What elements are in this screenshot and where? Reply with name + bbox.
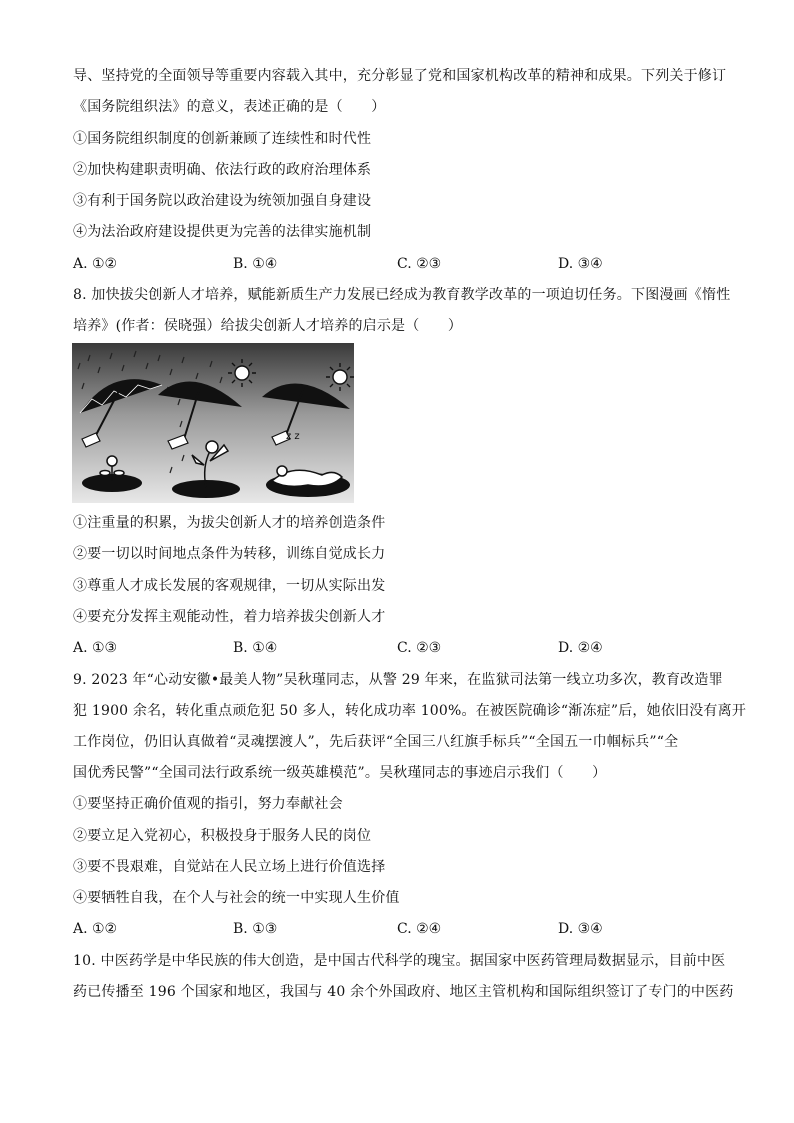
q7-statement-4: ④为法治政府建设提供更为完善的法律实施机制 [73,224,372,240]
q10-stem-line-2: 药已传播至 196 个国家和地区，我国与 40 余个外国政府、地区主管机构和国际组织签订了专门的中医药 [73,984,734,1000]
q9-statement-3: ③要不畏艰难，自觉站在人民立场上进行价值选择 [73,859,386,875]
svg-text:z z: z z [286,431,300,442]
q8-option-b[interactable]: B. ①④ [233,640,278,656]
q9-stem-line-2: 犯 1900 余名，转化重点顽危犯 50 多人，转化成功率 100%。在被医院确诊“渐冻症”后，她依旧没有离开 [73,703,747,719]
q8-option-d[interactable]: D. ②④ [558,640,603,656]
q9-option-b[interactable]: B. ①③ [233,921,278,937]
q9-option-a[interactable]: A. ①② [73,921,118,937]
q7-statement-1: ①国务院组织制度的创新兼顾了连续性和时代性 [73,131,372,147]
q8-stem-line-1: 8. 加快拔尖创新人才培养，赋能新质生产力发展已经成为教育教学改革的一项迫切任务。下图漫画《惰性 [73,287,731,303]
q9-option-c[interactable]: C. ②④ [397,921,442,937]
q10-stem-line-1: 10. 中医药学是中华民族的伟大创造，是中国古代科学的瑰宝。据国家中医药管理局数据显示，目前中医 [73,953,726,969]
q7-option-d[interactable]: D. ③④ [558,256,603,272]
q9-stem-line-4: 国优秀民警”“全国司法行政系统一级英雄模范”。吴秋瑾同志的事迹启示我们（ ） [73,765,607,781]
q8-statement-1: ①注重量的积累，为拔尖创新人才的培养创造条件 [73,515,386,531]
q9-stem-line-1: 9. 2023 年“心动安徽•最美人物”吴秋瑾同志，从警 29 年来，在监狱司法第一线立功多次，教育改造罪 [73,672,723,688]
q9-statement-1: ①要坚持正确价值观的指引，努力奉献社会 [73,796,343,812]
q7-statement-3: ③有利于国务院以政治建设为统领加强自身建设 [73,193,372,209]
q7-option-b[interactable]: B. ①④ [233,256,278,272]
q9-statement-2: ②要立足入党初心，积极投身于服务人民的岗位 [73,828,372,844]
q8-statement-3: ③尊重人才成长发展的客观规律，一切从实际出发 [73,578,386,594]
q8-statement-4: ④要充分发挥主观能动性，着力培养拔尖创新人才 [73,609,386,625]
q8-option-c[interactable]: C. ②③ [397,640,442,656]
q8-option-a[interactable]: A. ①③ [73,640,118,656]
q7-option-a[interactable]: A. ①② [73,256,118,272]
q7-statement-2: ②加快构建职责明确、依法行政的政府治理体系 [73,162,372,178]
q7-stem-line-1: 导、坚持党的全面领导等重要内容载入其中，充分彰显了党和国家机构改革的精神和成果。下列关于修订 [73,68,727,84]
q9-option-d[interactable]: D. ③④ [558,921,603,937]
q9-statement-4: ④要牺牲自我，在个人与社会的统一中实现人生价值 [73,890,400,906]
q8-stem-line-2: 培养》(作者：侯晓强）给拔尖创新人才培养的启示是（ ） [73,318,463,334]
q8-statement-2: ②要一切以时间地点条件为转移，训练自觉成长力 [73,546,386,562]
q7-stem-line-2: 《国务院组织法》的意义，表述正确的是（ ） [73,99,386,115]
q7-option-c[interactable]: C. ②③ [397,256,442,272]
cartoon-image [72,343,354,503]
q9-stem-line-3: 工作岗位，仍旧认真做着“灵魂摆渡人”，先后获评“全国三八红旗手标兵”“全国五一巾帼标兵”“全 [73,734,679,750]
